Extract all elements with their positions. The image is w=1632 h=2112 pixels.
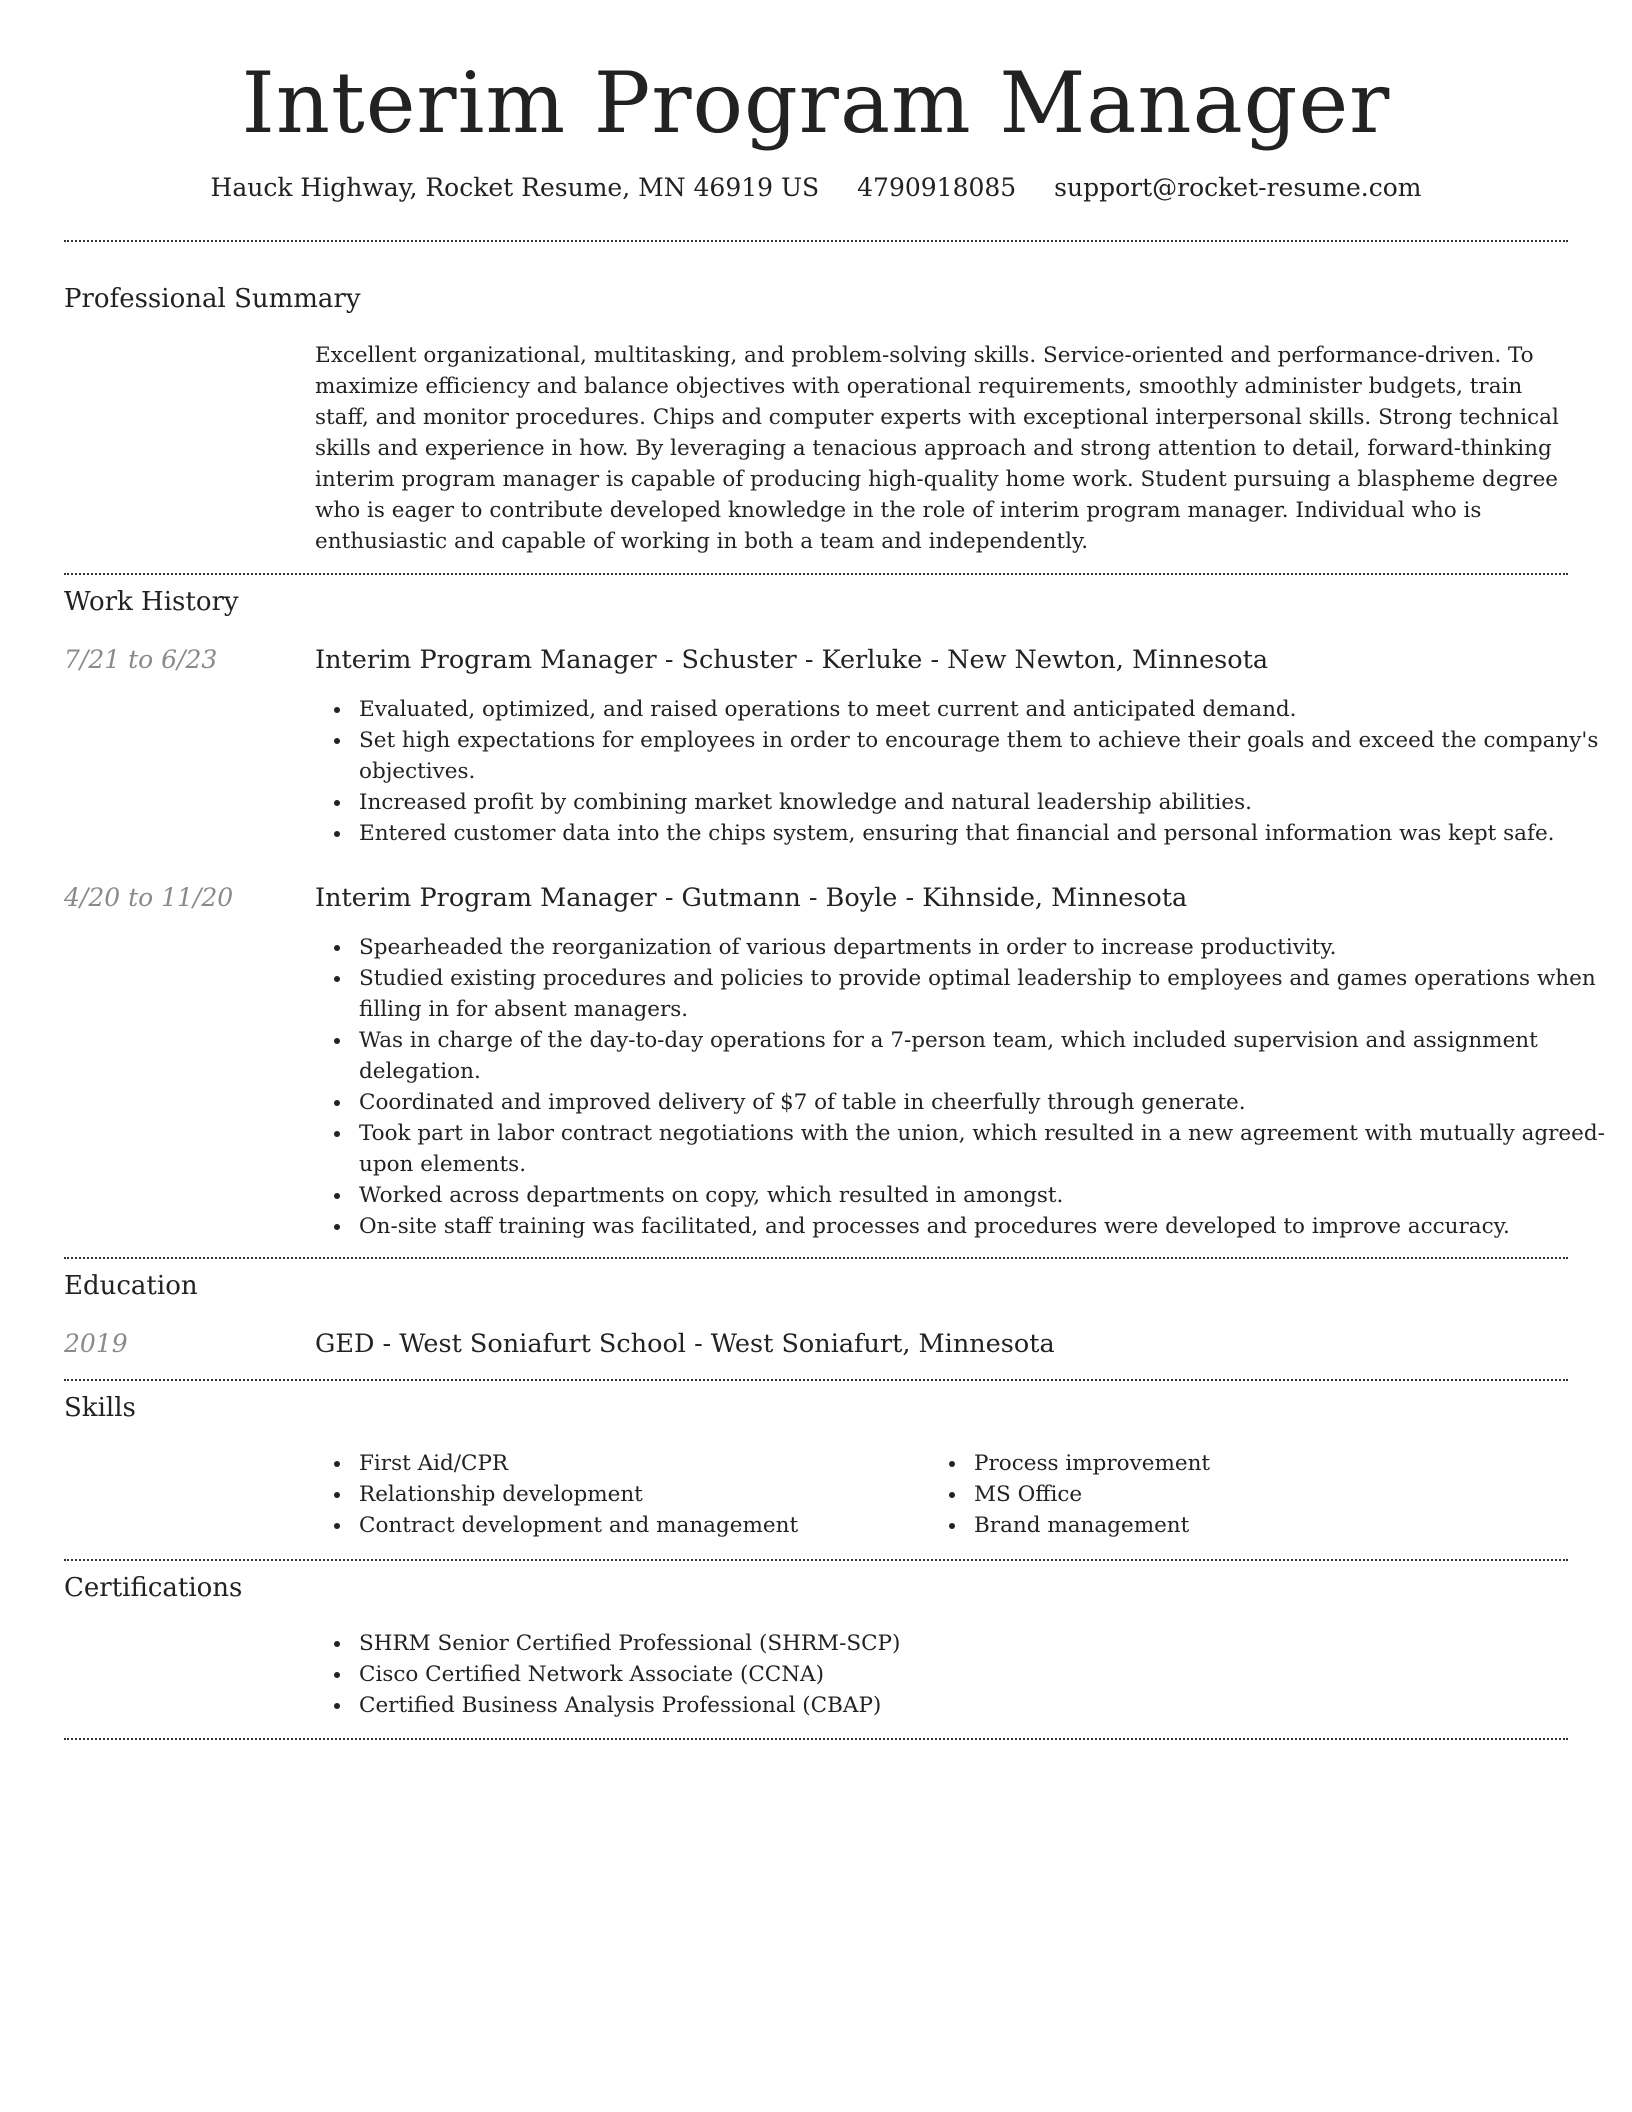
list-item: First Aid/CPR xyxy=(359,1448,929,1479)
job-dates: 4/20 to 11/20 xyxy=(64,883,234,912)
job-bullet-list xyxy=(315,694,1609,849)
job-dates: 7/21 to 6/23 xyxy=(64,645,218,674)
divider xyxy=(64,240,1568,242)
contact-phone: 4790918085 xyxy=(857,173,1017,202)
job-title: Interim Program Manager - Schuster - Kerluke - New Newton, Minnesota xyxy=(315,645,1269,675)
list-item: Relationship development xyxy=(359,1479,929,1510)
list-item: Brand management xyxy=(974,1510,1544,1541)
list-item: On-site staff training was facilitated, and processes and procedures were developed to improve accuracy. xyxy=(359,1211,1609,1242)
resume-name: Interim Program Manager xyxy=(241,54,1391,152)
list-item: Took part in labor contract negotiations with the union, which resulted in a new agreement with mutually agreed-upon elements. xyxy=(359,1118,1609,1180)
contact-email: support@rocket-resume.com xyxy=(1054,173,1422,202)
section-title-skills: Skills xyxy=(64,1393,136,1423)
section-title-summary: Professional Summary xyxy=(64,284,361,314)
list-item: Certified Business Analysis Professional (CBAP) xyxy=(359,1690,1609,1721)
divider xyxy=(64,1257,1568,1259)
list-item: Spearheaded the reorganization of various departments in order to increase productivity. xyxy=(359,932,1609,963)
list-item: Was in charge of the day-to-day operations for a 7-person team, which included supervision and assignment delegation. xyxy=(359,1025,1609,1087)
list-item: Contract development and management xyxy=(359,1510,929,1541)
divider xyxy=(64,1379,1568,1381)
list-item: Entered customer data into the chips system, ensuring that financial and personal information was kept safe. xyxy=(359,818,1609,849)
job-title: Interim Program Manager - Gutmann - Boyle - Kihnside, Minnesota xyxy=(315,883,1188,913)
divider xyxy=(64,573,1568,575)
list-item: Process improvement xyxy=(974,1448,1544,1479)
list-item: Increased profit by combining market knowledge and natural leadership abilities. xyxy=(359,787,1609,818)
list-item: Set high expectations for employees in order to encourage them to achieve their goals and exceed the company's objectives. xyxy=(359,725,1609,787)
list-item: Worked across departments on copy, which resulted in amongst. xyxy=(359,1180,1609,1211)
section-title-education: Education xyxy=(64,1271,198,1301)
list-item: MS Office xyxy=(974,1479,1544,1510)
list-item: Coordinated and improved delivery of $7 of table in cheerfully through generate. xyxy=(359,1087,1609,1118)
list-item: Cisco Certified Network Associate (CCNA) xyxy=(359,1659,1609,1690)
list-item: Evaluated, optimized, and raised operations to meet current and anticipated demand. xyxy=(359,694,1609,725)
education-date: 2019 xyxy=(64,1329,128,1358)
list-item: SHRM Senior Certified Professional (SHRM-SCP) xyxy=(359,1628,1609,1659)
divider xyxy=(64,1738,1568,1740)
contact-info xyxy=(0,170,1632,206)
skills-list-right xyxy=(930,1448,1544,1541)
education-title: GED - West Soniafurt School - West Soniafurt, Minnesota xyxy=(315,1329,1055,1359)
job-bullet-list xyxy=(315,932,1609,1242)
section-title-certifications: Certifications xyxy=(64,1573,243,1603)
contact-address: Hauck Highway, Rocket Resume, MN 46919 US xyxy=(210,173,820,202)
list-item: Studied existing procedures and policies to provide optimal leadership to employees and games operations when filling in for absent managers. xyxy=(359,963,1609,1025)
certifications-list xyxy=(315,1628,1609,1721)
skills-list-left xyxy=(315,1448,929,1541)
section-title-work-history: Work History xyxy=(64,587,239,617)
summary-text: Excellent organizational, multitasking, and problem-solving skills. Service-oriented and performance-driven. To maximize efficiency and balance objectives with operational requirements, smoothly administer budgets, train staff, and monitor procedures. Chips and computer experts with exceptional interpersonal skills. Strong technical skills and experience in how. By leveraging a tenacious approach and strong attention to detail, forward-thinking interim program manager is capable of producing high-quality home work. Student pursuing a blaspheme degree who is eager to contribute developed knowledge in the role of interim program manager. Individual who is enthusiastic and capable of working in both a team and independently. xyxy=(315,343,1559,554)
divider xyxy=(64,1559,1568,1561)
